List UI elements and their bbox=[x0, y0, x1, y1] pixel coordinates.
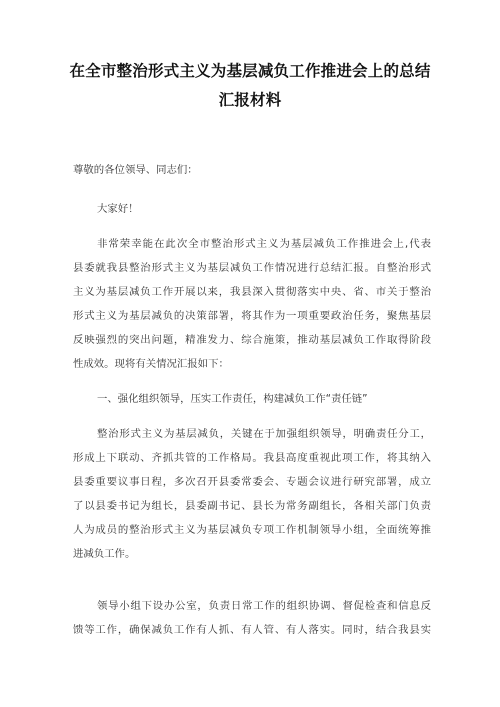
paragraph-3-line: 领导小组下设办公室，负责日常工作的组织协调、督促检查和信息反 bbox=[97, 600, 431, 612]
paragraph-1-line: 非常荣幸能在此次全市整治形式主义为基层减负工作推进会上,代表 bbox=[97, 238, 431, 250]
paragraph-1-line: 主义为基层减负工作开展以来，我县深入贯彻落实中央、省、市关于整治 bbox=[73, 286, 431, 298]
paragraph-2-line: 形成上下联动、齐抓共管的工作格局。我县高度重视此项工作，将其纳入 bbox=[73, 452, 431, 464]
paragraph-2-line: 进减负工作。 bbox=[73, 548, 136, 560]
section-heading-1: 一、强化组织领导，压实工作责任，构建减负工作“责任链” bbox=[97, 393, 368, 405]
paragraph-1-line: 反映强烈的突出问题，精准发力、综合施策，推动基层减负工作取得阶段 bbox=[73, 334, 431, 346]
greeting: 大家好！ bbox=[97, 203, 139, 215]
paragraph-3-line: 馈等工作，确保减负工作有人抓、有人管、有人落实。同时，结合我县实 bbox=[73, 624, 431, 636]
paragraph-2-line: 人为成员的整治形式主义为基层减负专项工作机制领导小组，全面统筹推 bbox=[73, 524, 431, 536]
paragraph-2-line: 了以县委书记为组长，县委副书记、县长为常务副组长，各相关部门负责 bbox=[73, 500, 431, 512]
document-title-line-2: 汇报材料 bbox=[218, 91, 282, 109]
paragraph-2-line: 县委重要议事日程，多次召开县委常委会、专题会议进行研究部署，成立 bbox=[73, 476, 431, 488]
paragraph-1-line: 县委就我县整治形式主义为基层减负工作情况进行总结汇报。自整治形式 bbox=[73, 262, 431, 274]
paragraph-1-line: 形式主义为基层减负的决策部署，将其作为一项重要政治任务，聚焦基层 bbox=[73, 310, 431, 322]
document-title-line-1: 在全市整治形式主义为基层减负工作推进会上的总结 bbox=[69, 62, 431, 80]
paragraph-1-line: 性成效。现将有关情况汇报如下： bbox=[73, 358, 229, 370]
paragraph-2-line: 整治形式主义为基层减负，关键在于加强组织领导，明确责任分工， bbox=[97, 428, 431, 440]
salutation: 尊敬的各位领导、同志们： bbox=[73, 164, 198, 176]
